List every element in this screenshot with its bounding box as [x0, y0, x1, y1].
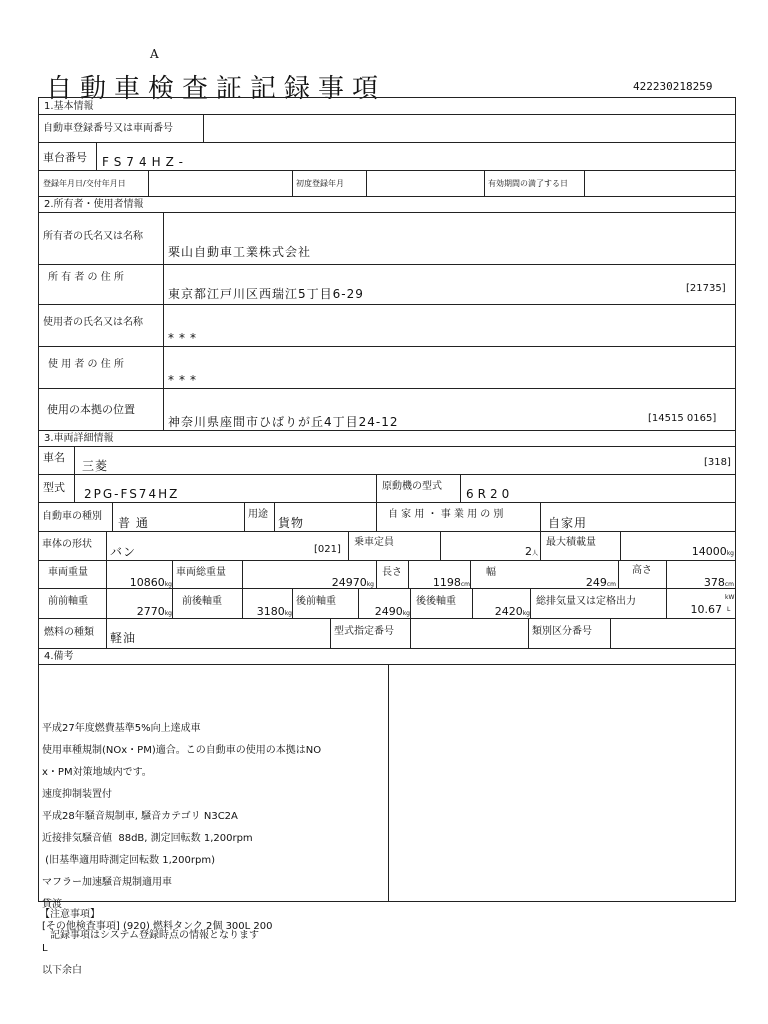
engine-label: 原動機の型式 — [382, 481, 442, 492]
displacement-unit-l: L — [727, 606, 731, 613]
base-location-code: [14515 0165] — [648, 413, 717, 424]
owner-address-code: [21735] — [686, 283, 726, 294]
fuel-type-label: 燃料の種類 — [44, 627, 94, 638]
model-value: 2PG-FS74HZ — [84, 487, 180, 501]
height-label: 高さ — [632, 565, 652, 576]
business-use-value: 自家用 — [548, 516, 588, 530]
notes-heading: 【注意事項】 — [40, 909, 100, 920]
gross-weight-label: 車両総重量 — [176, 567, 226, 578]
displacement-label: 総排気量又は定格出力 — [536, 596, 636, 607]
max-load-label: 最大積載量 — [546, 537, 596, 548]
owner-name-label: 所有者の氏名又は名称 — [43, 231, 143, 242]
category-label: 自動車の種別 — [42, 511, 102, 522]
chassis-number-label: 車台番号 — [43, 151, 87, 164]
expiry-date-label: 有効期間の満了する日 — [488, 179, 568, 188]
category-value: 普 通 — [118, 516, 149, 530]
height-value: 378cm — [703, 576, 734, 589]
base-location-label: 使用の本拠の位置 — [47, 403, 135, 416]
user-address-label: 使 用 者 の 住 所 — [48, 359, 124, 370]
make-value: 三菱 — [82, 459, 109, 473]
rear-rear-axle-value: 2420kg — [494, 605, 530, 618]
body-shape-label: 車体の形状 — [42, 539, 92, 550]
vehicle-weight-value: 10860kg — [129, 576, 172, 589]
rear-rear-axle-label: 後後軸重 — [416, 596, 456, 607]
remark-line: 速度抑制装置付 — [42, 789, 112, 800]
width-value: 249cm — [585, 576, 616, 589]
front-rear-axle-value: 3180kg — [256, 605, 292, 618]
length-value: 1198cm — [432, 576, 470, 589]
body-shape-value: バン — [110, 545, 137, 559]
remarks-list — [42, 712, 321, 987]
notes-text: 記録事項はシステム登録時点の情報となります — [50, 930, 259, 941]
remark-line: [その他検査事項] (920) 燃料タンク 2個 300L 200 — [42, 921, 273, 932]
registration-date-label: 登録年月日/交付年月日 — [43, 179, 126, 188]
remark-line: 以下余白 — [42, 965, 82, 976]
base-location-value: 神奈川県座間市ひばりが丘4丁目24-12 — [168, 415, 399, 429]
user-address-value: *** — [168, 373, 201, 387]
section-1-heading: 1.基本情報 — [44, 101, 94, 112]
business-use-label: 自 家 用 ・ 事 業 用 の 別 — [388, 509, 504, 520]
make-code: [318] — [704, 457, 731, 468]
type-certification-label: 型式指定番号 — [334, 626, 394, 637]
width-label: 幅 — [486, 567, 496, 578]
remark-line: 平成28年騒音規制車, 騒音カテゴリ N3C2A — [42, 811, 238, 822]
section-2-heading: 2.所有者・使用者情報 — [44, 199, 144, 210]
make-label: 車名 — [43, 451, 65, 464]
chassis-number-value: FS74HZ- — [102, 155, 188, 169]
user-name-label: 使用者の氏名又は名称 — [43, 317, 143, 328]
remark-line: 近接排気騒音値 88dB, 測定回転数 1,200rpm — [42, 833, 253, 844]
first-registration-label: 初度登録年月 — [296, 179, 344, 188]
displacement-value: 10.67 — [690, 603, 722, 616]
classification-label: 類別区分番号 — [532, 626, 592, 637]
front-front-axle-value: 2770kg — [136, 605, 172, 618]
owner-address-label: 所 有 者 の 住 所 — [48, 272, 124, 283]
front-rear-axle-label: 前後軸重 — [182, 596, 222, 607]
capacity-value: 2人 — [524, 545, 538, 558]
length-label: 長さ — [382, 567, 402, 578]
gross-weight-value: 24970kg — [331, 576, 374, 589]
section-4-heading: 4.備考 — [44, 651, 74, 662]
rear-front-axle-label: 後前軸重 — [296, 596, 336, 607]
document-number: 422230218259 — [633, 80, 713, 93]
body-shape-code: [021] — [314, 544, 341, 555]
engine-value: 6R20 — [466, 487, 514, 501]
document-title: 自動車検査証記録事項 — [46, 74, 387, 104]
capacity-label: 乗車定員 — [354, 537, 394, 548]
user-name-value: *** — [168, 331, 201, 345]
remark-line: 平成27年度燃費基準5%向上達成車 — [42, 723, 201, 734]
model-label: 型式 — [43, 481, 65, 494]
use-label: 用途 — [248, 509, 268, 520]
remark-line: 使用車種規制(NOx・PM)適合。この自動車の使用の本拠はNO — [42, 745, 322, 756]
registration-number-label: 自動車登録番号又は車両番号 — [43, 123, 173, 134]
remark-line: マフラー加速騒音規制適用車 — [42, 877, 172, 888]
owner-address-value: 東京都江戸川区西瑞江5丁目6-29 — [168, 287, 364, 301]
use-value: 貨物 — [278, 516, 305, 530]
vehicle-weight-label: 車両重量 — [48, 567, 88, 578]
front-front-axle-label: 前前軸重 — [48, 596, 88, 607]
remark-line: L — [42, 943, 48, 954]
max-load-value: 14000kg — [691, 545, 734, 558]
remark-line: x・PM対策地域内です。 — [42, 767, 152, 778]
rear-front-axle-value: 2490kg — [374, 605, 410, 618]
fuel-type-value: 軽油 — [110, 631, 137, 645]
remark-line: (旧基準適用時測定回転数 1,200rpm) — [42, 855, 215, 866]
displacement-unit-kw: kW — [725, 594, 735, 601]
form-mark: A — [150, 47, 159, 61]
owner-name-value: 栗山自動車工業株式会社 — [168, 245, 312, 259]
remark-line: 貸渡 — [42, 899, 62, 910]
section-3-heading: 3.車両詳細情報 — [44, 433, 114, 444]
